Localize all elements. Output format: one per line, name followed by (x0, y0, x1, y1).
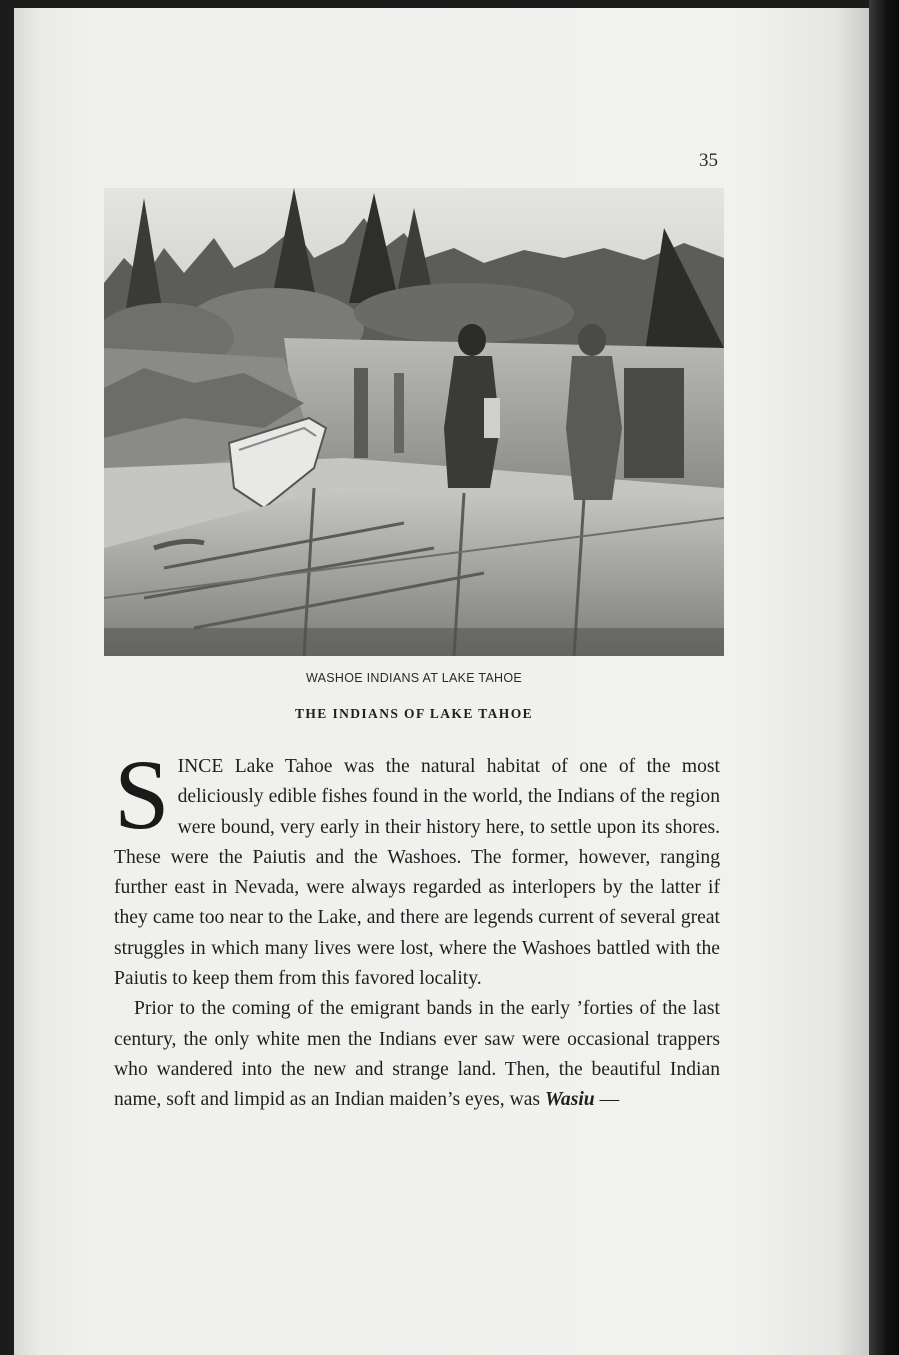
paragraph-1-text: INCE Lake Tahoe was the natural habitat of one of the most deliciously edible fishes found in the world, the Indians of the region were bound, very early in their history here, to settle upon its shores. These were the Paiutis and the Washoes. The former, however, ranging further east in Nevada, were always regarded as interlopers by the latter if they came too near to the Lake, and there are legends current of several great struggles in which many lives were lost, where the Washoes battled with the Paiutis to keep them from this favored locality. (114, 756, 720, 990)
page-number: 35 (699, 150, 718, 171)
drop-cap: S (114, 739, 170, 850)
paragraph-2 (114, 994, 720, 1115)
lake-photo-icon (104, 188, 724, 656)
body-text (114, 739, 720, 1116)
paragraph-2-text: Prior to the coming of the emigrant bands in the early ’forties of the last century, the only white men the Indians ever saw were occasional trappers who wandered into the new and strange land. Then, the beautiful Indian name, soft and limpid as an Indian maiden’s eyes, was (114, 998, 720, 1111)
photo-washoe-indians (104, 188, 724, 656)
italic-word: Wasiu (544, 1089, 595, 1111)
paragraph-2-dash: — (594, 1089, 620, 1111)
chapter-heading: THE INDIANS OF LAKE TAHOE (294, 706, 534, 721)
paragraph-1 (114, 739, 720, 994)
binding-shadow (869, 0, 899, 1355)
photo-caption: WASHOE INDIANS AT LAKE TAHOE (305, 671, 523, 685)
